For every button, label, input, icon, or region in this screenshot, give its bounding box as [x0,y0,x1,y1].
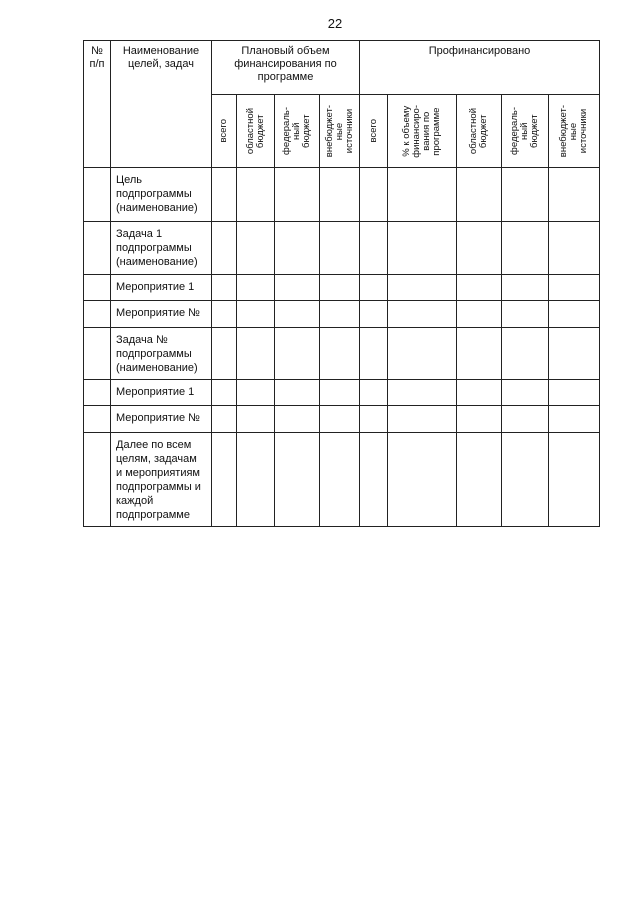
row-number-cell [84,406,111,433]
value-cell [275,433,320,527]
value-cell [275,380,320,406]
value-cell [320,301,360,328]
value-cell [320,406,360,433]
planned-subheader-2: федераль- ный бюджет [275,95,320,168]
value-cell [457,168,502,222]
value-cell [360,380,388,406]
value-cell [457,328,502,380]
value-cell [320,328,360,380]
page-number: 22 [327,16,343,31]
row-name-cell: Задача 1 подпрограммы (наименование) [111,222,212,275]
financed-subheader-3: федераль- ный бюджет [502,95,549,168]
value-cell [275,328,320,380]
value-cell [457,433,502,527]
row-number-cell [84,222,111,275]
financed-subheader-0: всего [360,95,388,168]
row-name-cell: Задача № подпрограммы (наименование) [111,328,212,380]
value-cell [549,222,600,275]
value-cell [237,301,275,328]
table-row [84,222,600,275]
row-name-cell: Далее по всем целям, задачам и мероприятиям подпрограммы и каждой подпрограмме [111,433,212,527]
value-cell [502,275,549,301]
header-name: Наименование целей, задач [111,41,212,168]
value-cell [212,380,237,406]
value-cell [360,168,388,222]
row-number-cell [84,433,111,527]
value-cell [457,222,502,275]
value-cell [502,168,549,222]
value-cell [237,406,275,433]
row-number-cell [84,168,111,222]
row-name-cell: Мероприятие № [111,301,212,328]
header-number: № п/п [84,41,111,168]
value-cell [457,406,502,433]
value-cell [212,301,237,328]
value-cell [549,301,600,328]
value-cell [360,328,388,380]
value-cell [237,275,275,301]
planned-subheader-3: внебюджет- ные источники [320,95,360,168]
value-cell [457,380,502,406]
table-row [84,328,600,380]
value-cell [457,301,502,328]
value-cell [502,328,549,380]
row-number-cell [84,380,111,406]
value-cell [360,275,388,301]
row-number-cell [84,328,111,380]
value-cell [320,433,360,527]
value-cell [275,222,320,275]
value-cell [502,380,549,406]
table-row [84,433,600,527]
value-cell [212,433,237,527]
value-cell [275,275,320,301]
value-cell [457,275,502,301]
planned-subheader-0: всего [212,95,237,168]
value-cell [388,406,457,433]
value-cell [360,222,388,275]
value-cell [237,380,275,406]
value-cell [388,275,457,301]
value-cell [237,328,275,380]
value-cell [549,380,600,406]
row-number-cell [84,275,111,301]
table-row [84,380,600,406]
value-cell [549,275,600,301]
value-cell [212,275,237,301]
table-row [84,301,600,328]
value-cell [237,433,275,527]
value-cell [502,222,549,275]
row-name-cell: Цель подпрограммы (наименование) [111,168,212,222]
value-cell [360,301,388,328]
header-financed: Профинансировано [360,41,600,95]
value-cell [237,168,275,222]
value-cell [388,301,457,328]
planned-subheader-1: областной бюджет [237,95,275,168]
value-cell [275,168,320,222]
value-cell [502,406,549,433]
value-cell [388,168,457,222]
value-cell [212,406,237,433]
value-cell [320,275,360,301]
value-cell [388,380,457,406]
value-cell [212,222,237,275]
header-planned: Плановый объем финансирования по программе [212,41,360,95]
value-cell [360,406,388,433]
financed-subheader-1: % к объему финансиро- вания по программе [388,95,457,168]
financing-table [83,40,600,527]
value-cell [320,380,360,406]
value-cell [549,168,600,222]
value-cell [549,433,600,527]
table-row [84,406,600,433]
value-cell [388,222,457,275]
table-row [84,275,600,301]
value-cell [212,168,237,222]
value-cell [388,328,457,380]
row-name-cell: Мероприятие № [111,406,212,433]
value-cell [549,406,600,433]
row-name-cell: Мероприятие 1 [111,275,212,301]
value-cell [237,222,275,275]
value-cell [320,168,360,222]
value-cell [502,301,549,328]
financed-subheader-2: областной бюджет [457,95,502,168]
value-cell [388,433,457,527]
value-cell [320,222,360,275]
value-cell [275,301,320,328]
row-number-cell [84,301,111,328]
value-cell [502,433,549,527]
financed-subheader-4: внебюджет- ные источники [549,95,600,168]
value-cell [360,433,388,527]
value-cell [275,406,320,433]
value-cell [549,328,600,380]
table-row [84,168,600,222]
value-cell [212,328,237,380]
row-name-cell: Мероприятие 1 [111,380,212,406]
